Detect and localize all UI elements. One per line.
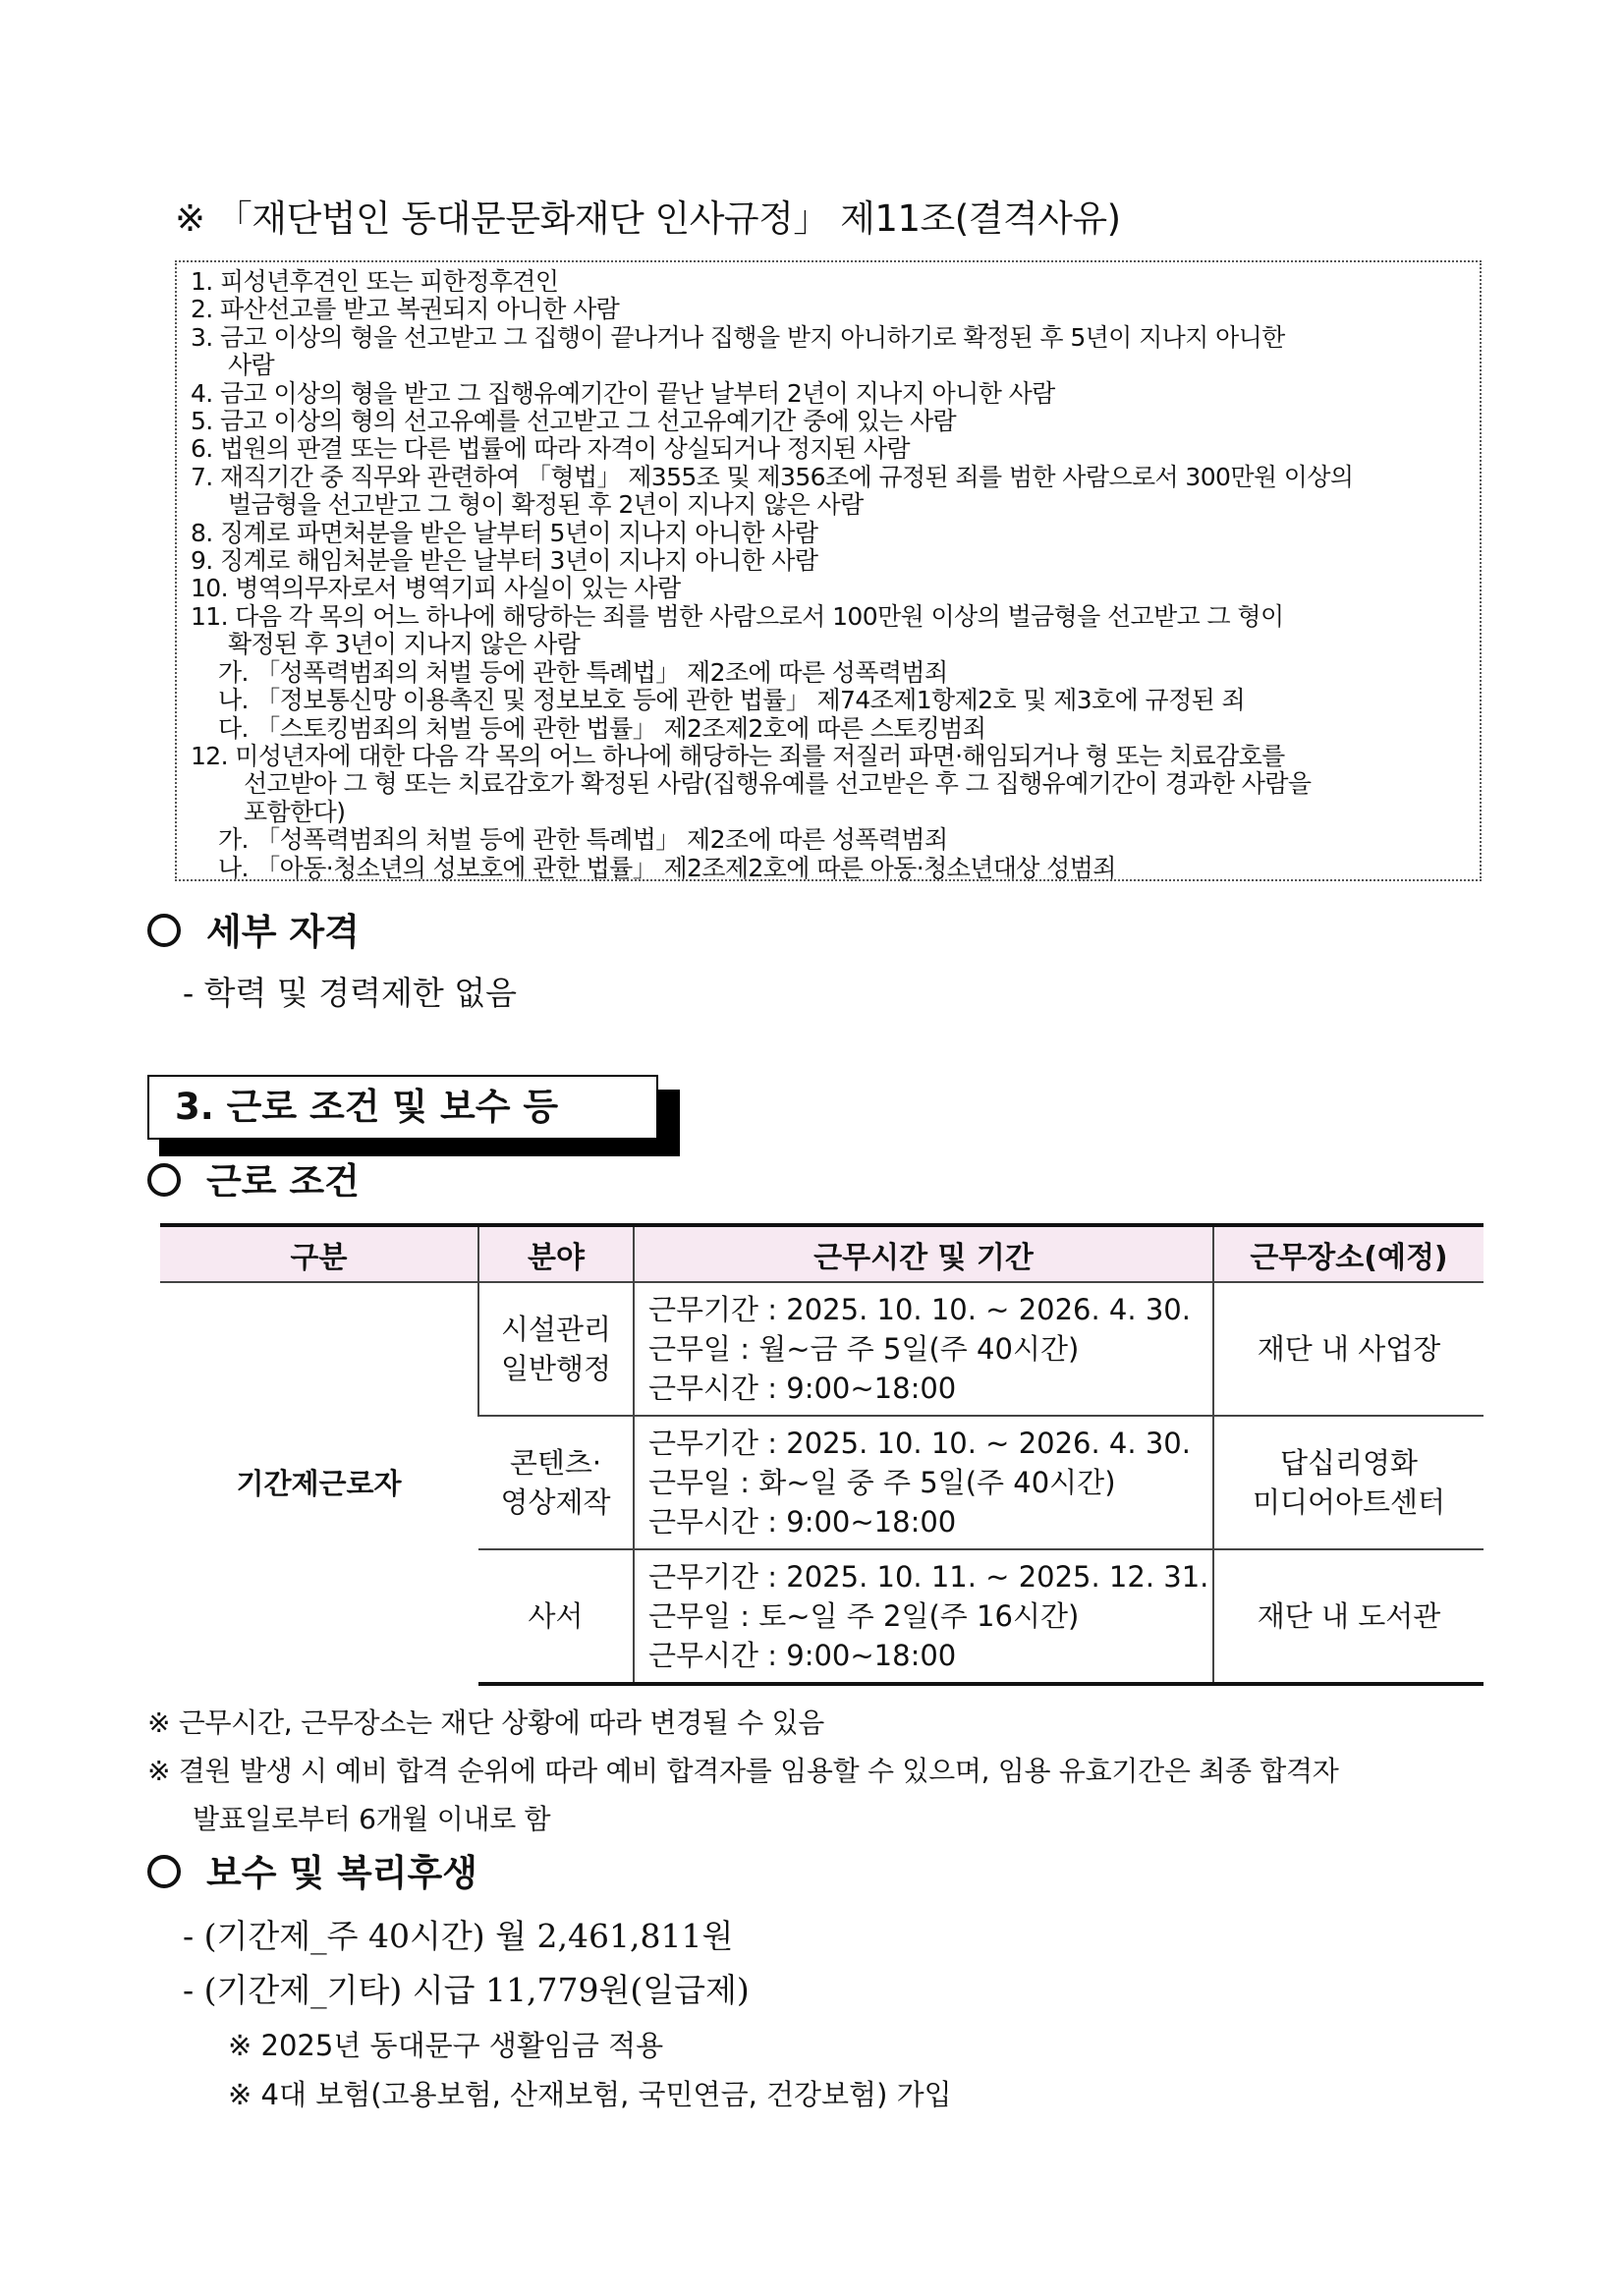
pay-note: ※ 4대 보험(고용보험, 산재보험, 국민연금, 건강보험) 가입 <box>228 2078 952 2111</box>
place-cell-line: 재단 내 도서관 <box>1257 1599 1441 1633</box>
field-cell-line: 일반행정 <box>500 1352 612 1385</box>
place-cell <box>1213 1416 1484 1549</box>
header-category: 구분 <box>160 1225 478 1282</box>
regulation-line: 9. 징계로 해임처분을 받은 날부터 3년이 지나지 아니한 사람 <box>191 546 818 576</box>
period-cell-line: 근무기간 : 2025. 10. 11. ~ 2025. 12. 31. <box>648 1560 1209 1594</box>
regulation-line: 1. 피성년후견인 또는 피한정후견인 <box>191 267 559 296</box>
regulation-line: 다. 「스토킹범죄의 처벌 등에 관한 법률」 제2조제2호에 따른 스토킹범죄 <box>218 713 986 743</box>
field-cell-line: 영상제작 <box>500 1485 611 1519</box>
regulation-line: 나. 「아동·청소년의 성보호에 관한 법률」 제2조제2호에 따른 아동·청소년대상 성범죄 <box>218 853 1116 882</box>
header-field: 분야 <box>478 1225 634 1282</box>
regulation-line: 가. 「성폭력범죄의 처벌 등에 관한 특례법」 제2조에 따른 성폭력범죄 <box>218 657 948 687</box>
regulation-line: 4. 금고 이상의 형을 받고 그 집행유예기간이 끝난 날부터 2년이 지나지 아니한 사람 <box>191 378 1055 408</box>
regulation-heading: ※ 「재단법인 동대문문화재단 인사규정」 제11조(결격사유) <box>175 197 1121 240</box>
place-cell-line: 재단 내 사업장 <box>1257 1332 1441 1366</box>
regulation-line: 5. 금고 이상의 형의 선고유예를 선고받고 그 선고유예기간 중에 있는 사람 <box>191 407 957 436</box>
note-line: ※ 근무시간, 근무장소는 재단 상황에 따라 변경될 수 있음 <box>147 1707 825 1739</box>
field-cell-line: 사서 <box>528 1599 584 1633</box>
circle-bullet-icon <box>147 914 181 947</box>
note-line: ※ 결원 발생 시 예비 합격 순위에 따라 예비 합격자를 임용할 수 있으며, 임용 유효기간은 최종 합격자 <box>147 1755 1339 1787</box>
regulation-line: 가. 「성폭력범죄의 처벌 등에 관한 특례법」 제2조에 따른 성폭력범죄 <box>218 825 948 855</box>
pay-item: - (기간제_주 40시간) 월 2,461,811원 <box>183 1917 734 1955</box>
period-cell <box>634 1416 1213 1549</box>
regulation-box <box>175 260 1482 881</box>
regulation-line: 11. 다음 각 목의 어느 하나에 해당하는 죄를 범한 사람으로서 100만원 이상의 벌금형을 선고받고 그 형이 <box>191 601 1284 631</box>
pay-note: ※ 2025년 동대문구 생활임금 적용 <box>228 2029 664 2062</box>
note-line: 발표일로부터 6개월 이내로 함 <box>193 1803 551 1835</box>
pay-item: - (기간제_기타) 시급 11,779원(일급제) <box>183 1971 750 2009</box>
table-row <box>160 1282 1484 1416</box>
field-cell <box>478 1549 634 1684</box>
regulation-line: 12. 미성년자에 대한 다음 각 목의 어느 하나에 해당하는 죄를 저질러 파면·해임되거나 형 또는 치료감호를 <box>191 741 1285 770</box>
period-cell-line: 근무일 : 토~일 주 2일(주 16시간) <box>648 1599 1080 1633</box>
regulation-line: 확정된 후 3년이 지나지 않은 사람 <box>228 630 581 659</box>
period-cell-line: 근무일 : 월~금 주 5일(주 40시간) <box>648 1332 1080 1366</box>
place-cell <box>1213 1549 1484 1684</box>
field-cell-line: 시설관리 <box>500 1313 612 1346</box>
regulation-line: 6. 법원의 판결 또는 다른 법률에 따라 자격이 상실되거나 정지된 사람 <box>191 434 910 464</box>
regulation-line: 선고받아 그 형 또는 치료감호가 확정된 사람(집행유예를 선고받은 후 그 집행유예기간이 경과한 사람을 <box>244 769 1312 799</box>
category-cell: 기간제근로자 <box>160 1282 478 1684</box>
period-cell <box>634 1282 1213 1416</box>
regulation-line: 나. 「정보통신망 이용촉진 및 정보보호 등에 관한 법률」 제74조제1항제2호 및 제3호에 규정된 죄 <box>218 686 1246 715</box>
qualification-heading: 세부 자격 <box>147 902 360 955</box>
work-conditions-table <box>160 1223 1484 1686</box>
period-cell <box>634 1549 1213 1684</box>
field-cell <box>478 1282 634 1416</box>
regulation-line: 2. 파산선고를 받고 복권되지 아니한 사람 <box>191 295 620 324</box>
period-cell-line: 근무기간 : 2025. 10. 10. ~ 2026. 4. 30. <box>648 1293 1191 1326</box>
pay-heading: 보수 및 복리후생 <box>147 1843 477 1896</box>
regulation-line: 포함한다) <box>244 797 346 826</box>
place-cell-line: 미디어아트센터 <box>1252 1485 1446 1519</box>
header-period: 근무시간 및 기간 <box>634 1225 1213 1282</box>
regulation-line: 벌금형을 선고받고 그 형이 확정된 후 2년이 지나지 않은 사람 <box>228 490 864 520</box>
regulation-line: 8. 징계로 파면처분을 받은 날부터 5년이 지나지 아니한 사람 <box>191 518 818 547</box>
table-header-row <box>160 1225 1484 1282</box>
qualification-item: - 학력 및 경력제한 없음 <box>183 974 518 1012</box>
field-cell-line: 콘텐츠· <box>509 1446 602 1480</box>
section-3-title: 3. 근로 조건 및 보수 등 <box>147 1075 658 1140</box>
period-cell-line: 근무시간 : 9:00~18:00 <box>648 1639 957 1672</box>
period-cell-line: 근무시간 : 9:00~18:00 <box>648 1372 957 1405</box>
work-conditions-heading: 근로 조건 <box>147 1151 360 1204</box>
period-cell-line: 근무일 : 화~일 중 주 5일(주 40시간) <box>648 1466 1116 1499</box>
regulation-line: 10. 병역의무자로서 병역기피 사실이 있는 사람 <box>191 574 681 603</box>
regulation-line: 7. 재직기간 중 직무와 관련하여 「형법」 제355조 및 제356조에 규정된 죄를 범한 사람으로서 300만원 이상의 <box>191 462 1354 491</box>
place-cell-line: 답십리영화 <box>1279 1446 1419 1480</box>
period-cell-line: 근무기간 : 2025. 10. 10. ~ 2026. 4. 30. <box>648 1427 1191 1460</box>
circle-bullet-icon <box>147 1855 181 1888</box>
circle-bullet-icon <box>147 1163 181 1197</box>
field-cell <box>478 1416 634 1549</box>
regulation-line: 사람 <box>228 351 275 380</box>
regulation-line: 3. 금고 이상의 형을 선고받고 그 집행이 끝나거나 집행을 받지 아니하기로 확정된 후 5년이 지나지 아니한 <box>191 322 1285 352</box>
place-cell <box>1213 1282 1484 1416</box>
period-cell-line: 근무시간 : 9:00~18:00 <box>648 1505 957 1539</box>
header-place: 근무장소(예정) <box>1213 1225 1484 1282</box>
